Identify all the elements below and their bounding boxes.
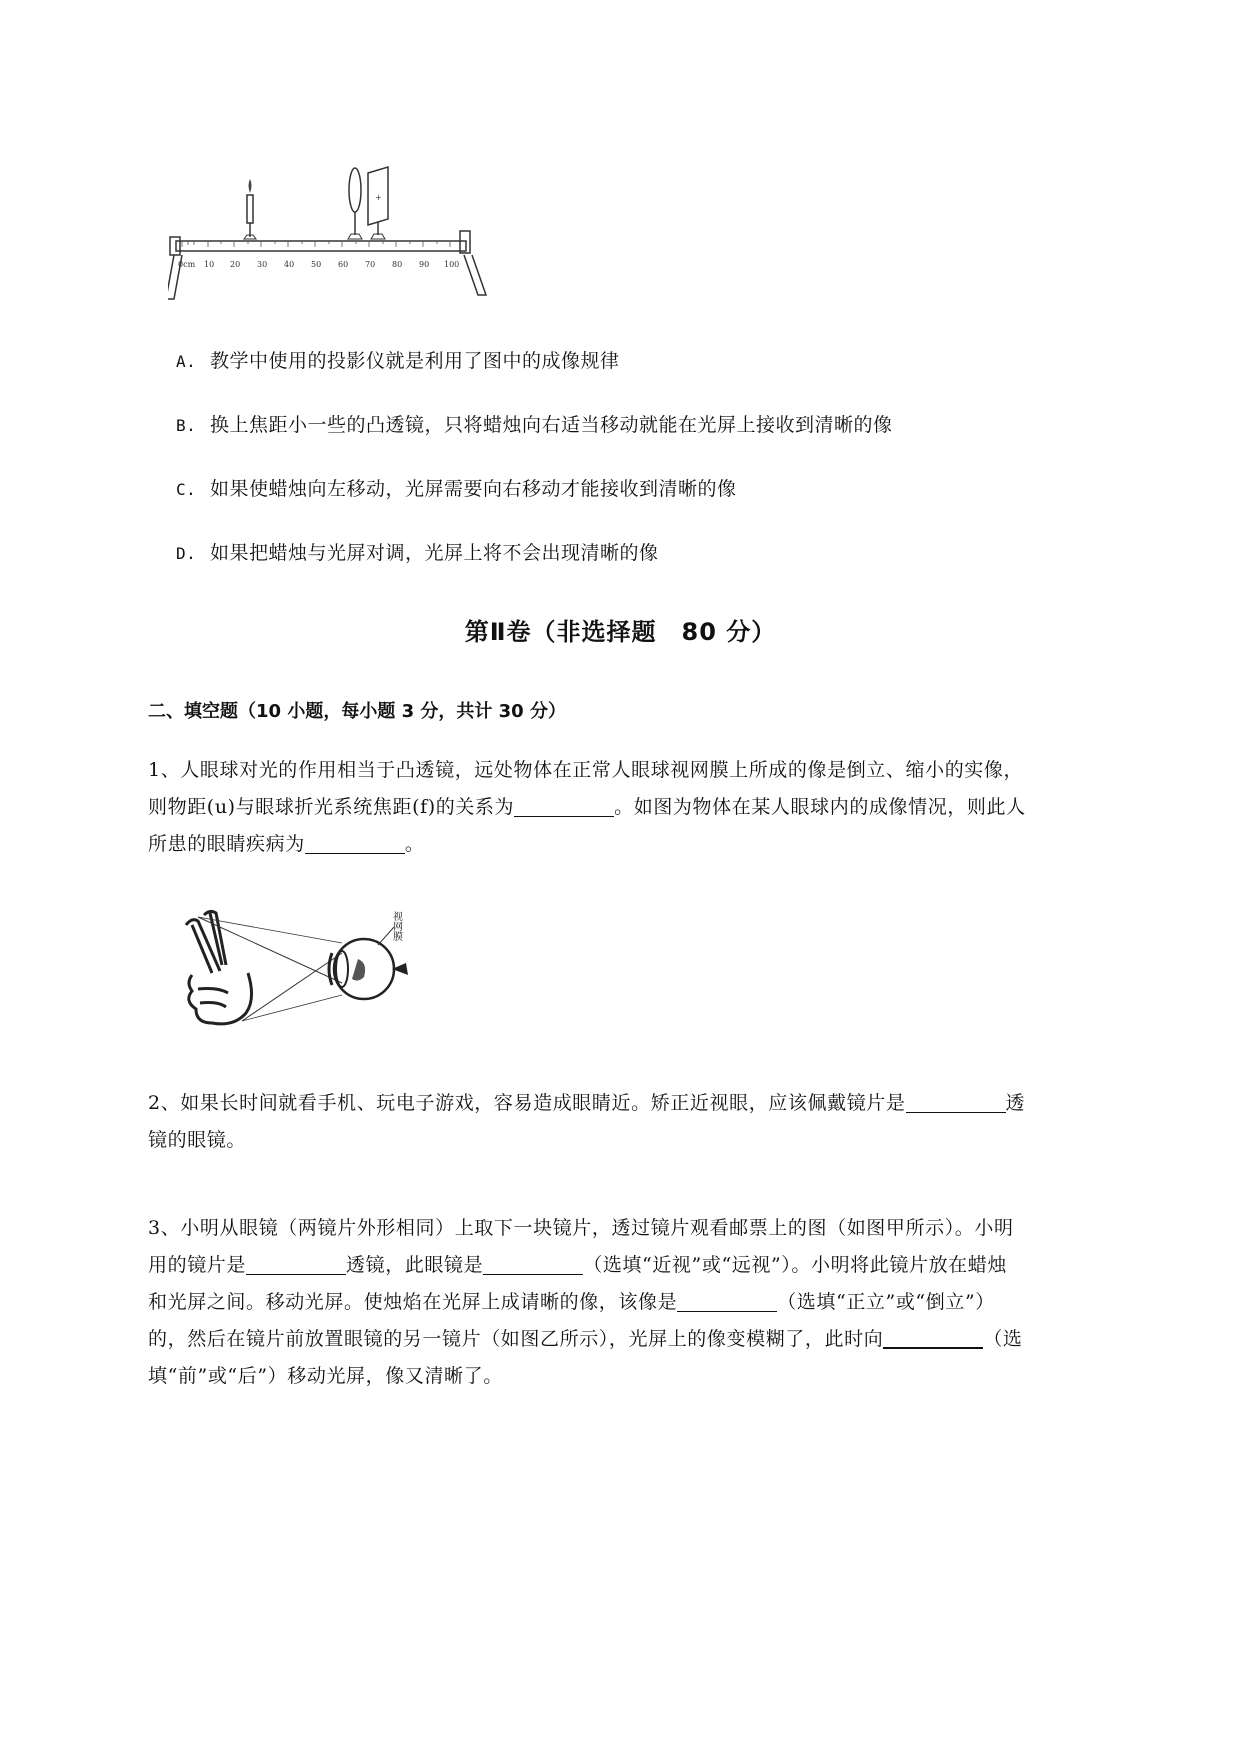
retina-label: 视网膜 bbox=[390, 911, 402, 941]
answer-blank[interactable] bbox=[483, 1252, 583, 1275]
scale-label: 50 bbox=[311, 260, 322, 269]
q3-line4: 的，然后在镜片前放置眼镜的另一镜片（如图乙所示），光屏上的像变模糊了，此时向 （选 bbox=[148, 1321, 1190, 1358]
answer-blank[interactable] bbox=[305, 831, 405, 854]
scale-label: 0cm bbox=[178, 260, 196, 269]
convex-lens-icon bbox=[348, 168, 362, 239]
light-screen-icon bbox=[368, 167, 388, 239]
q3-line5: 填“前”或“后”）移动光屏，像又清晰了。 bbox=[148, 1365, 503, 1387]
scale-label: 40 bbox=[284, 260, 295, 269]
answer-blank[interactable] bbox=[677, 1289, 777, 1312]
option-letter: A. bbox=[176, 352, 197, 371]
eyeball-icon bbox=[329, 939, 408, 999]
scale-label: 30 bbox=[257, 260, 268, 269]
question-1 bbox=[148, 752, 1190, 863]
section-title: 第Ⅱ卷（非选择题 80 分） bbox=[464, 618, 777, 646]
option-letter: B. bbox=[176, 416, 197, 435]
part-heading: 二、填空题（10 小题，每小题 3 分，共计 30 分） bbox=[148, 701, 566, 722]
answer-blank[interactable] bbox=[906, 1090, 1006, 1113]
question-3 bbox=[148, 1210, 1190, 1395]
eye-imaging-figure bbox=[182, 903, 442, 1043]
q3-line1: 3、小明从眼镜（两镜片外形相同）上取下一块镜片，透过镜片观看邮票上的图（如图甲所示）。小明 bbox=[148, 1217, 1014, 1239]
option-d bbox=[176, 538, 659, 565]
option-text: 如果把蜡烛与光屏对调，光屏上将不会出现清晰的像 bbox=[210, 542, 659, 564]
scale-label: 60 bbox=[338, 260, 349, 269]
q2-line1: 2、如果长时间就看手机、玩电子游戏，容易造成眼睛近。矫正近视眼，应该佩戴镜片是 透 bbox=[148, 1092, 1026, 1114]
q1-line2: 则物距(u)与眼球折光系统焦距(f)的关系为 。如图为物体在某人眼球内的成像情况，则此人 bbox=[148, 796, 1026, 818]
option-a bbox=[176, 346, 620, 373]
q3-line3: 和光屏之间。移动光屏。使烛焰在光屏上成请晰的像，该像是 （选填“正立”或“倒立”） bbox=[148, 1291, 995, 1313]
scale-label: 90 bbox=[419, 260, 430, 269]
scale-label: 10 bbox=[204, 260, 215, 269]
option-text: 换上焦距小一些的凸透镜，只将蜡烛向右适当移动就能在光屏上接收到清晰的像 bbox=[210, 414, 893, 436]
option-c bbox=[176, 474, 737, 501]
option-text: 教学中使用的投影仪就是利用了图中的成像规律 bbox=[210, 350, 620, 372]
hand-icon bbox=[186, 911, 252, 1023]
option-b bbox=[176, 410, 893, 437]
q1-line1: 1、人眼球对光的作用相当于凸透镜，远处物体在正常人眼球视网膜上所成的像是倒立、缩小的实像， bbox=[148, 759, 1024, 781]
scale-label: 20 bbox=[230, 260, 241, 269]
q2-line2: 镜的眼镜。 bbox=[148, 1129, 247, 1151]
optical-bench-figure bbox=[168, 155, 548, 305]
option-letter: C. bbox=[176, 480, 197, 499]
answer-blank[interactable] bbox=[246, 1252, 346, 1275]
scale-label: 80 bbox=[392, 260, 403, 269]
answer-blank[interactable] bbox=[514, 794, 614, 817]
svg-text:+: + bbox=[375, 193, 382, 202]
candle-icon bbox=[244, 179, 256, 239]
option-letter: D. bbox=[176, 544, 197, 563]
scale-label: 100 bbox=[444, 260, 460, 269]
answer-blank[interactable] bbox=[883, 1325, 983, 1349]
q3-line2: 用的镜片是 透镜，此眼镜是 （选填“近视”或“远视”）。小明将此镜片放在蜡烛 bbox=[148, 1254, 1007, 1276]
q1-line3: 所患的眼睛疾病为 。 bbox=[148, 833, 425, 855]
scale-label: 70 bbox=[365, 260, 376, 269]
question-2 bbox=[148, 1085, 1190, 1159]
option-text: 如果使蜡烛向左移动，光屏需要向右移动才能接收到清晰的像 bbox=[210, 478, 737, 500]
